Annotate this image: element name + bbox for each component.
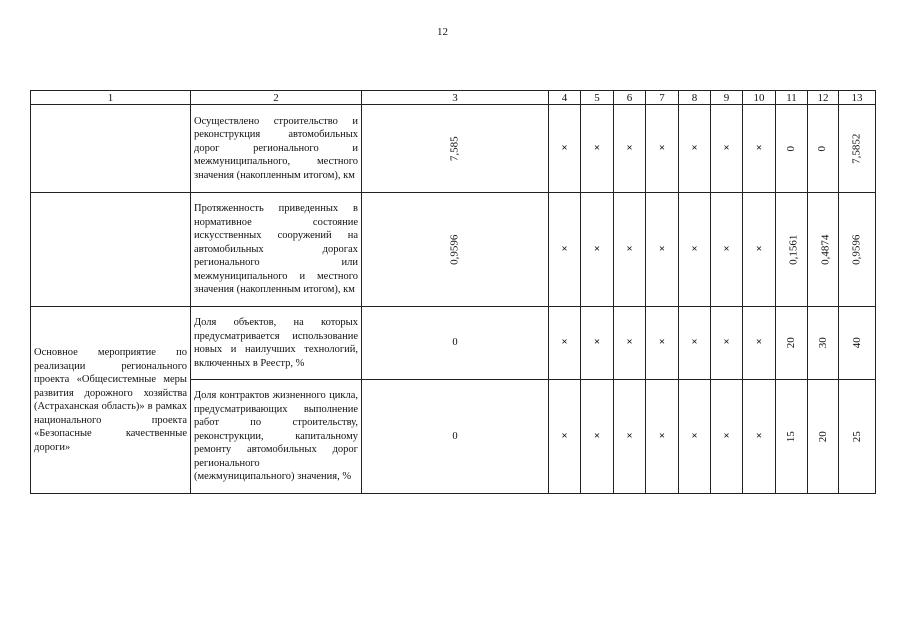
not-applicable-mark: × — [626, 336, 633, 349]
value-cell-9 — [711, 380, 743, 494]
not-applicable-mark: × — [626, 242, 633, 255]
value-cell-11 — [776, 380, 808, 494]
value-cell-11 — [776, 105, 808, 193]
not-applicable-mark: × — [691, 429, 698, 442]
value-cell-4 — [549, 105, 581, 193]
not-applicable-mark: × — [593, 429, 601, 442]
base-value-cell — [362, 380, 549, 494]
value-cell-5 — [581, 105, 614, 193]
not-applicable-mark: × — [561, 429, 568, 442]
not-applicable-mark: × — [658, 242, 666, 255]
value-12: 0 — [816, 145, 829, 152]
value-cell-8 — [679, 105, 711, 193]
not-applicable-mark: × — [658, 429, 666, 442]
value-11: 0 — [784, 145, 797, 152]
not-applicable-mark: × — [593, 242, 601, 255]
header-col-1: 1 — [31, 91, 191, 105]
not-applicable-mark: × — [755, 429, 763, 442]
value-11: 0,1561 — [787, 234, 800, 265]
not-applicable-mark: × — [593, 141, 601, 154]
value-13: 7,5852 — [850, 133, 863, 164]
not-applicable-mark: × — [755, 336, 763, 349]
base-value-cell — [362, 105, 549, 193]
not-applicable-mark: × — [561, 141, 568, 154]
not-applicable-mark: × — [723, 429, 730, 442]
header-col-13: 13 — [839, 91, 876, 105]
indicator-cell: Доля контрактов жизненного цикла, предусматривающих выполнение работ по строительству, реконструкции, капитальному ремонту автомобильных дорог регионального (межмуниципального) значения, % — [191, 380, 362, 494]
base-value-cell — [362, 307, 549, 380]
value-cell-7 — [646, 105, 679, 193]
not-applicable-mark: × — [691, 141, 698, 154]
value-cell-4 — [549, 193, 581, 307]
header-col-4: 4 — [549, 91, 581, 105]
not-applicable-mark: × — [755, 242, 763, 255]
value-cell-8 — [679, 307, 711, 380]
value-13: 0,9596 — [850, 234, 863, 265]
value-cell-9 — [711, 193, 743, 307]
empty-group-cell — [31, 193, 191, 307]
value-cell-13 — [839, 380, 876, 494]
indicator-cell: Доля объектов, на которых предусматривается использование новых и наилучших технологий, включенных в Реестр, % — [191, 307, 362, 380]
value-cell-9 — [711, 307, 743, 380]
not-applicable-mark: × — [658, 141, 666, 154]
value-12: 0,4874 — [819, 234, 832, 265]
table-row — [31, 193, 876, 307]
value-cell-4 — [549, 380, 581, 494]
header-col-5: 5 — [581, 91, 614, 105]
value-cell-12 — [808, 105, 839, 193]
page-number: 12 — [437, 26, 448, 38]
header-col-7: 7 — [646, 91, 679, 105]
value-cell-6 — [614, 307, 646, 380]
header-col-12: 12 — [808, 91, 839, 105]
not-applicable-mark: × — [723, 242, 730, 255]
value-cell-13 — [839, 307, 876, 380]
header-col-3: 3 — [362, 91, 549, 105]
value-cell-5 — [581, 380, 614, 494]
value-13: 40 — [850, 337, 863, 349]
header-col-8: 8 — [679, 91, 711, 105]
value-cell-6 — [614, 105, 646, 193]
value-12: 30 — [816, 337, 829, 349]
header-row — [31, 91, 876, 105]
value-11: 15 — [784, 431, 797, 442]
not-applicable-mark: × — [691, 336, 698, 349]
table-row — [31, 105, 876, 193]
not-applicable-mark: × — [626, 141, 633, 154]
value-cell-10 — [743, 307, 776, 380]
value-cell-7 — [646, 380, 679, 494]
not-applicable-mark: × — [723, 336, 730, 349]
not-applicable-mark: × — [561, 336, 568, 349]
base-value: 0 — [452, 430, 458, 442]
value-cell-10 — [743, 105, 776, 193]
header-col-9: 9 — [711, 91, 743, 105]
value-11: 20 — [784, 337, 797, 349]
empty-group-cell — [31, 105, 191, 193]
not-applicable-mark: × — [755, 141, 763, 154]
value-cell-7 — [646, 307, 679, 380]
base-value-cell — [362, 193, 549, 307]
value-cell-10 — [743, 380, 776, 494]
base-value: 7,585 — [448, 136, 461, 161]
indicator-cell: Протяженность приведенных в нормативное состояние искусственных сооружений на автомобильных дорогах регионального или межмуниципального и местного значения (накопленным итогом), км — [191, 193, 362, 307]
not-applicable-mark: × — [626, 429, 633, 442]
value-cell-6 — [614, 380, 646, 494]
not-applicable-mark: × — [593, 336, 601, 349]
value-cell-13 — [839, 105, 876, 193]
not-applicable-mark: × — [561, 242, 568, 255]
group-label-cell: Основное мероприятие по реализации регионального проекта «Общесистемные меры развития дорожного хозяйства (Астраханская область)» в рамках национального проекта «Безопасные качественные дороги» — [31, 307, 191, 494]
value-cell-4 — [549, 307, 581, 380]
value-cell-13 — [839, 193, 876, 307]
value-cell-7 — [646, 193, 679, 307]
not-applicable-mark: × — [691, 242, 698, 255]
header-col-2: 2 — [191, 91, 362, 105]
header-col-11: 11 — [776, 91, 808, 105]
value-cell-6 — [614, 193, 646, 307]
value-12: 20 — [816, 431, 829, 442]
value-cell-12 — [808, 193, 839, 307]
value-cell-9 — [711, 105, 743, 193]
value-cell-12 — [808, 307, 839, 380]
indicator-cell: Осуществлено строительство и реконструкция автомобильных дорог регионального и межмуниципального, местного значения (накопленным итогом), км — [191, 105, 362, 193]
not-applicable-mark: × — [658, 336, 666, 349]
value-cell-11 — [776, 193, 808, 307]
value-13: 25 — [850, 431, 863, 442]
indicators-table — [30, 90, 876, 494]
value-cell-12 — [808, 380, 839, 494]
header-col-6: 6 — [614, 91, 646, 105]
value-cell-10 — [743, 193, 776, 307]
value-cell-5 — [581, 307, 614, 380]
value-cell-11 — [776, 307, 808, 380]
base-value: 0 — [452, 337, 458, 349]
base-value: 0,9596 — [448, 234, 461, 265]
value-cell-8 — [679, 193, 711, 307]
value-cell-8 — [679, 380, 711, 494]
not-applicable-mark: × — [723, 141, 730, 154]
table-row — [31, 307, 876, 380]
value-cell-5 — [581, 193, 614, 307]
header-col-10: 10 — [743, 91, 776, 105]
